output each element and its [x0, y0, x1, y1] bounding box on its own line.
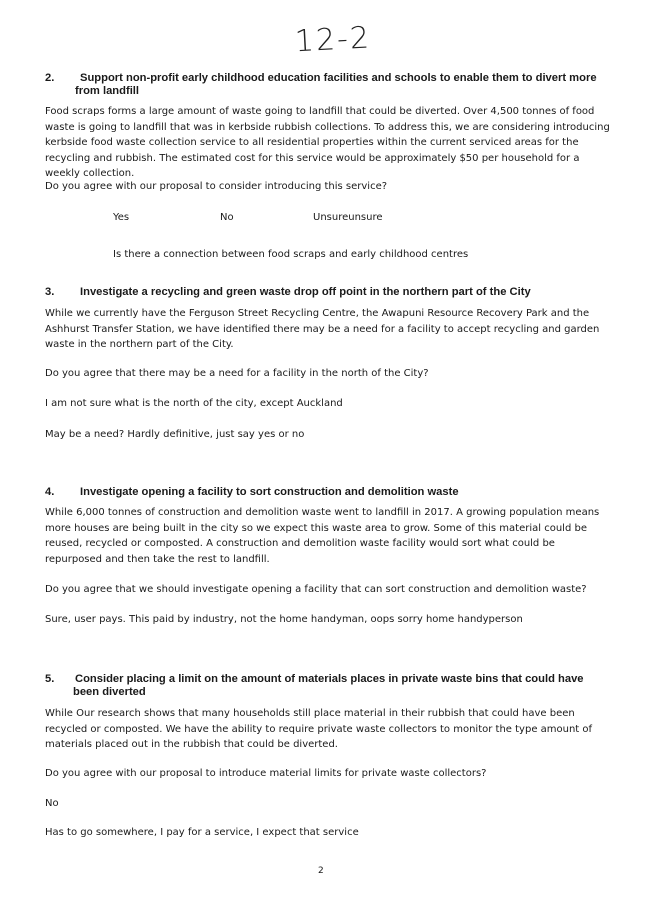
section-3-question: Do you agree that there may be a need for a facility in the north of the City? [45, 368, 429, 379]
handwritten-page-mark: 12-2 [294, 20, 372, 60]
section-2-option-no: No [220, 212, 234, 223]
section-3-heading-line1: Investigate a recycling and green waste drop off point in the northern part of the City [80, 286, 531, 298]
section-2-option-unsure: Unsureunsure [313, 212, 383, 223]
section-2-number: 2. [45, 72, 55, 84]
section-3-number: 3. [45, 286, 55, 298]
section-4-number: 4. [45, 486, 55, 498]
section-2-heading-line1: Support non-profit early childhood education facilities and schools to enable them to divert more [80, 72, 597, 84]
section-4-heading-line1: Investigate opening a facility to sort construction and demolition waste [80, 486, 459, 498]
section-5-heading-line2: been diverted [73, 686, 146, 698]
section-3-comment: May be a need? Hardly definitive, just say yes or no [45, 429, 305, 440]
section-3-heading [45, 286, 620, 299]
section-2-heading-line2: from landfill [75, 85, 140, 97]
section-3-answer: I am not sure what is the north of the city, except Auckland [45, 398, 343, 409]
section-4-question: Do you agree that we should investigate opening a facility that can sort construction and demolition waste? [45, 584, 587, 595]
section-5-heading [45, 673, 620, 699]
section-5-body: While Our research shows that many households still place material in their rubbish that could have been recycled or composted. We have the ability to require private waste collectors to monitor the type amount of materials placed out in the rubbish that could be diverted. [45, 708, 593, 750]
section-2-heading [45, 72, 620, 98]
section-5-number: 5. [45, 673, 55, 685]
section-2-option-yes: Yes [113, 212, 130, 223]
section-5-heading-line1: Consider placing a limit on the amount of materials places in private waste bins that could have [75, 673, 584, 685]
section-4-answer: Sure, user pays. This paid by industry, not the home handyman, oops sorry home handyperson [45, 614, 523, 625]
section-2-comment: Is there a connection between food scraps and early childhood centres [113, 249, 469, 260]
section-2-question: Do you agree with our proposal to consider introducing this service? [45, 181, 388, 192]
section-5-comment: Has to go somewhere, I pay for a service, I expect that service [45, 827, 359, 838]
page-number: 2 [318, 866, 324, 876]
section-5-answer: No [45, 798, 59, 809]
section-4-body: While 6,000 tonnes of construction and demolition waste went to landfill in 2017. A growing population means more houses are being built in the city so we expect this waste area to grow. Some of this material could be reused, recycled or composted. A construction and demolition waste facility would sort what could be repurposed and then take the rest to landfill. [45, 507, 600, 565]
section-2-body: Food scraps forms a large amount of waste going to landfill that could be diverted. Over 4,500 tonnes of food waste is going to landfill that was in kerbside rubbish collections. To address this, we are considering introducing kerbside food waste collection service to all residential properties within the current serviced areas for the recycling and rubbish. The estimated cost for this service would be approximately $50 per household for a weekly collection. [45, 106, 610, 179]
section-5-question: Do you agree with our proposal to introduce material limits for private waste collectors? [45, 768, 487, 779]
section-4-heading [45, 486, 620, 499]
section-3-body: While we currently have the Ferguson Street Recycling Centre, the Awapuni Resource Recovery Park and the Ashhurst Transfer Station, we have identified there may be a need for a facility to accept recycling and garden waste in the northern part of the City. [45, 308, 600, 350]
